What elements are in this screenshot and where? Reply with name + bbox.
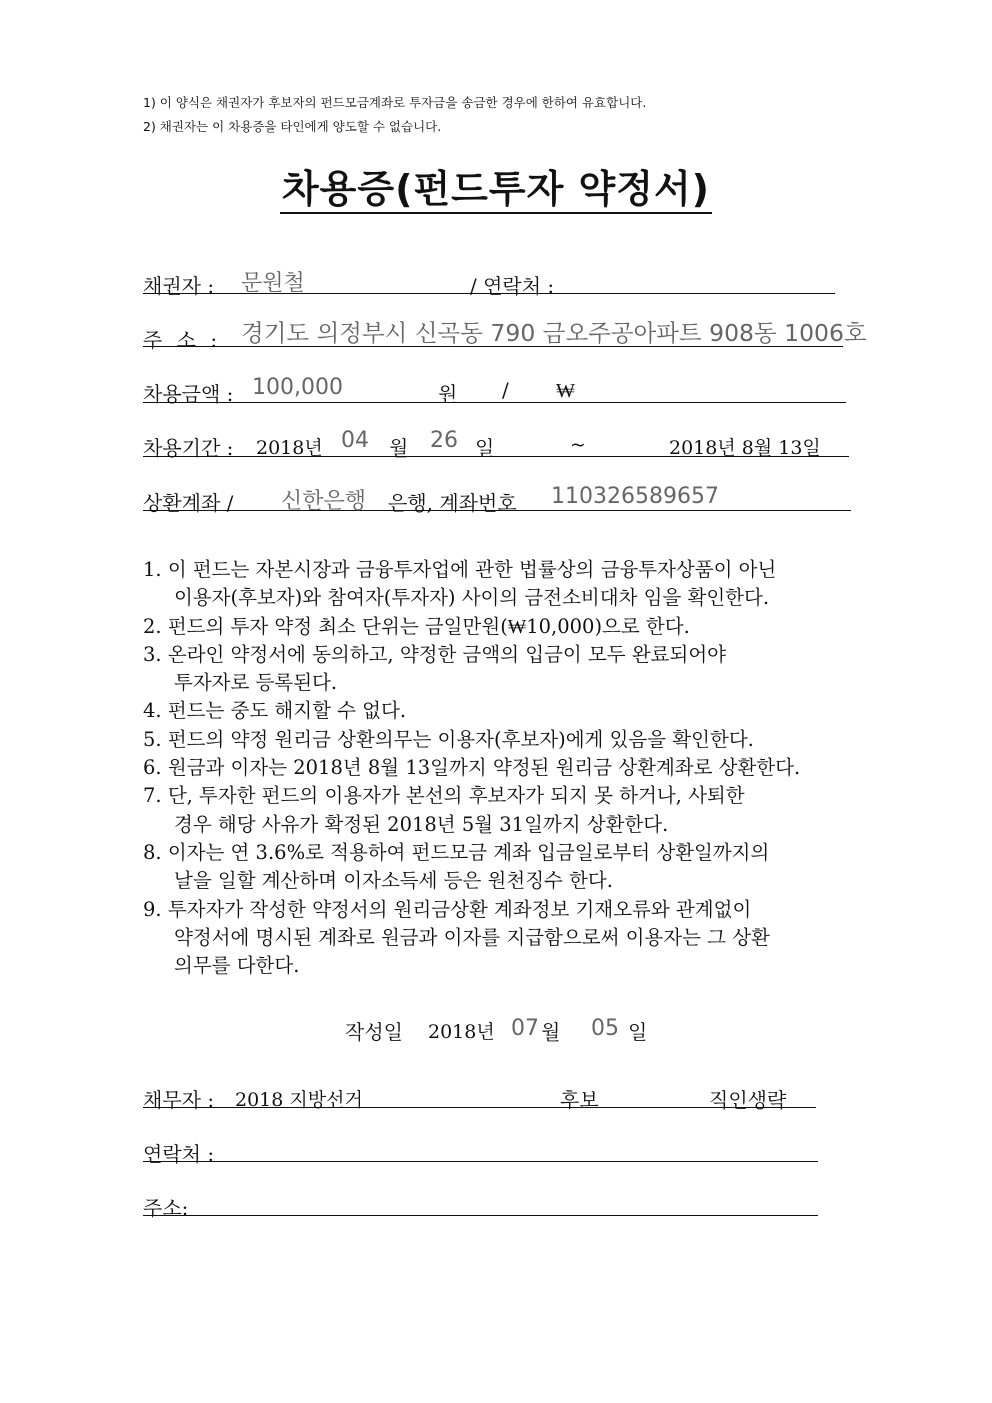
document-title [0,158,992,213]
period-start-year: 2018년 [256,437,323,459]
title-text: 차용증(펀드투자 약정서) [280,167,712,214]
written-day: 05 [591,1016,619,1041]
period-day-unit: 일 [475,436,495,460]
notice-line-1: 1) 이 양식은 채권자가 후보자의 펀드모금계좌로 투자금을 송금한 경우에 한하여 유효합니다. [143,95,647,110]
debtor-contact-label: 연락처 : [143,1142,215,1166]
clause-8-cont: 날을 일할 계산하며 이자소득세 등은 원천징수 한다. [174,869,613,893]
amount-slash: / [502,378,509,402]
creditor-name: 문원철 [241,271,305,296]
debtor-address-underline [143,1215,818,1216]
clause-3 [143,641,800,669]
period-tilde: ~ [570,434,586,456]
address-label: 주 소 : [143,328,222,352]
clause-text: 이 펀드는 자본시장과 금융투자업에 관한 법률상의 금융투자상품이 아닌 [167,558,777,581]
period-start-month: 04 [341,428,369,453]
written-month: 07 [511,1016,539,1041]
clause-num: 4. [143,699,162,723]
clause-num: 8. [143,840,162,864]
account-label: 상환계좌 / [143,491,234,515]
clause-num: 3. [143,642,162,666]
clause-num: 9. [143,897,162,921]
clause-5 [143,726,800,754]
clause-9-cont2: 의무를 다한다. [174,954,300,978]
clause-num: 5. [143,727,162,751]
clause-text: 이자는 연 3.6%로 적용하여 펀드모금 계좌 입금일로부터 상환일까지의 [167,840,770,864]
creditor-contact-label: / 연락처 : [470,274,555,298]
written-day-unit: 일 [628,1020,648,1044]
notice-line-2: 2) 채권자는 이 차용증을 타인에게 양도할 수 없습니다. [143,119,442,134]
clause-text: 원금과 이자는 2018년 8월 13일까지 약정된 원리금 상환계좌로 상환한다. [167,756,801,780]
amount-value: 100,000 [252,375,343,400]
clause-9 [143,896,800,924]
written-year: 2018년 [428,1021,495,1043]
creditor-label: 채권자 : [143,274,215,298]
amount-label: 차용금액 : [143,382,234,406]
period-label: 차용기간 : [143,436,234,460]
debtor-label: 채무자 : [143,1088,215,1112]
written-label: 작성일 [345,1020,403,1044]
clause-3-cont: 투자자로 등록된다. [174,671,338,695]
bank-name: 신한은행 [281,489,367,514]
clause-num: 1. [143,558,162,581]
clause-num: 6. [143,756,162,780]
clause-4 [143,697,800,725]
amount-unit: 원 [438,382,458,406]
clause-7-cont: 경우 해당 사유가 확정된 2018년 5월 31일까지 상환한다. [174,812,669,836]
clause-text: 단, 투자한 펀드의 이용자가 본선의 후보자가 되지 못 하거나, 사퇴한 [167,784,745,808]
clause-6 [143,754,800,782]
amount-underline [143,402,846,403]
debtor-candidate: 후보 [560,1088,599,1112]
clause-text: 펀드는 중도 해지할 수 없다. [167,699,407,723]
address-value: 경기도 의정부시 신곡동 790 금오주공아파트 908동 1006호 [241,319,867,347]
debtor-election: 2018 지방선거 [235,1089,363,1111]
clause-9-cont: 약정서에 명시된 계좌로 원금과 이자를 지급함으로써 이용자는 그 상환 [174,925,770,949]
period-month-unit: 월 [389,436,409,460]
period-start-day: 26 [430,428,458,453]
clause-8 [143,839,800,867]
clause-text: 투자자가 작성한 약정서의 원리금상환 계좌정보 기재오류와 관계없이 [167,897,752,921]
written-month-unit: 월 [541,1020,561,1044]
clause-2 [143,613,800,641]
debtor-address-label: 주소: [143,1196,189,1220]
debtor-contact-underline [143,1161,818,1162]
clause-text: 온라인 약정서에 동의하고, 약정한 금액의 입금이 모두 완료되어야 [167,642,726,666]
bank-suffix: 은행, 계좌번호 [388,491,517,515]
clause-list [143,556,800,980]
account-number: 110326589657 [551,484,719,509]
clause-7 [143,782,800,810]
clause-1-cont: 이용자(후보자)와 참여자(투자자) 사이의 금전소비대차 임을 확인한다. [174,586,770,610]
currency-symbol: ₩ [556,378,575,402]
clause-num: 7. [143,784,162,808]
clause-text: 펀드의 약정 원리금 상환의무는 이용자(후보자)에게 있음을 확인한다. [167,727,754,751]
clause-1 [143,556,800,584]
period-end: 2018년 8월 13일 [669,437,821,459]
clause-text: 펀드의 투자 약정 최소 단위는 금일만원(₩10,000)으로 한다. [167,614,690,638]
debtor-sign: 직인생략 [709,1088,787,1112]
clause-num: 2. [143,614,162,638]
